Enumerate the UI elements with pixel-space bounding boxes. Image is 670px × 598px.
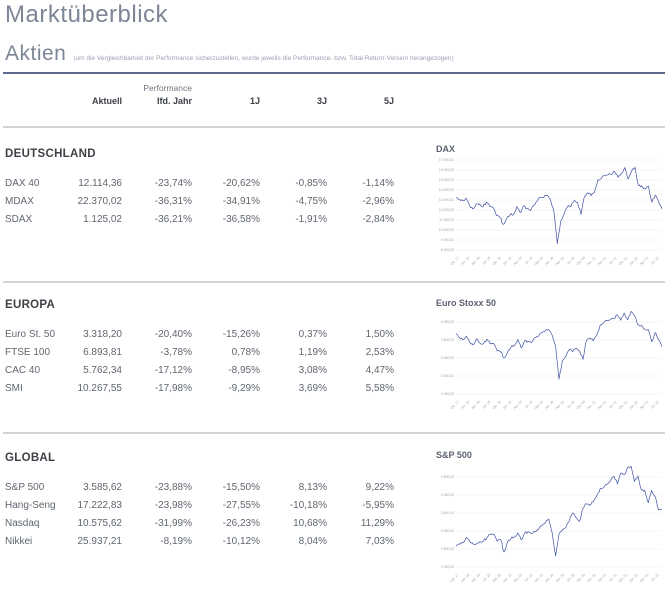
cell-5j: -2,84% [362, 214, 394, 225]
chart-title: S&P 500 [436, 450, 472, 460]
cell-aktuell: 6.893,81 [83, 347, 122, 358]
separator [3, 126, 665, 128]
x-axis-label: Apr. 22 [638, 399, 650, 411]
y-axis-label: 2.000,00 [440, 565, 454, 570]
chart-svg [435, 292, 667, 418]
cell-1j: -8,95% [228, 365, 260, 376]
x-axis-label: Jan. 18 [459, 572, 471, 584]
x-axis-label: Jan. 19 [501, 399, 513, 411]
row-label: Nikkei [5, 536, 33, 547]
row-label: Euro St. 50 [5, 329, 56, 340]
x-axis-label: Okt. 17 [449, 255, 460, 267]
cell-ifd-jahr: -36,31% [154, 196, 192, 207]
cell-aktuell: 10.575,62 [77, 518, 122, 529]
row-label: DAX 40 [5, 178, 40, 189]
y-axis-label: 2.500,00 [440, 374, 454, 379]
section-header: EUROPA [5, 299, 56, 311]
column-header-5j: 5J [383, 96, 394, 106]
row-label: FTSE 100 [5, 347, 51, 358]
x-axis-label: Apr. 20 [554, 572, 565, 584]
y-axis-label: 13.000,00 [438, 198, 454, 203]
cell-1j: -26,23% [222, 518, 260, 529]
x-axis-label: Jan. 21 [586, 399, 597, 411]
row-label: Nasdaq [5, 518, 40, 529]
x-axis-label: Apr. 21 [596, 399, 608, 411]
x-axis-label: Jul. 22 [650, 572, 660, 583]
y-axis-label: 4.000,00 [440, 493, 454, 498]
section-rows [5, 326, 394, 398]
x-axis-label: Jul. 22 [650, 255, 660, 266]
cell-aktuell: 17.222,83 [77, 500, 122, 511]
cell-aktuell: 3.318,20 [83, 329, 122, 340]
section-header: GLOBAL [5, 452, 56, 464]
x-axis-label: Jan. 21 [586, 572, 597, 584]
cell-ifd-jahr: -8,19% [160, 536, 192, 547]
cell-1j: -36,58% [222, 214, 260, 225]
cell-1j: -10,12% [222, 536, 260, 547]
x-axis-label: Okt. 18 [491, 255, 502, 267]
cell-3j: 8,04% [298, 536, 327, 547]
cell-1j: -20,62% [222, 178, 260, 189]
cell-3j: 1,19% [298, 347, 327, 358]
column-header-1j: 1J [249, 96, 260, 106]
x-axis-label: Apr. 22 [638, 572, 650, 584]
column-header-3j: 3J [316, 96, 327, 106]
chart-title: DAX [436, 144, 456, 154]
cell-3j: 0,37% [298, 329, 327, 340]
cell-5j: 9,22% [365, 482, 394, 493]
cell-3j: -0,85% [295, 178, 327, 189]
x-axis-label: Jan. 20 [543, 255, 555, 267]
cell-aktuell: 1.125,02 [83, 214, 122, 225]
x-axis-label: Jul. 19 [523, 399, 534, 410]
x-axis-label: Jul. 21 [607, 399, 618, 410]
performance-group-label: Performance [143, 83, 192, 93]
cell-aktuell: 5.762,34 [83, 365, 122, 376]
price-line [456, 167, 662, 243]
cell-aktuell: 10.267,55 [77, 383, 122, 394]
column-header-ifd-jahr: Ifd. Jahr [156, 96, 192, 106]
price-line [456, 466, 662, 556]
row-label: CAC 40 [5, 365, 41, 376]
x-axis-label: Jul. 22 [650, 399, 660, 410]
chart-svg [435, 138, 667, 272]
x-axis-label: Jan. 18 [459, 399, 471, 411]
y-axis-label: 10.000,00 [438, 228, 454, 233]
cell-ifd-jahr: -20,40% [154, 329, 192, 340]
x-axis-label: Jan. 22 [628, 255, 639, 267]
x-axis-label: Jan. 18 [459, 255, 471, 267]
cell-aktuell: 22.370,02 [77, 196, 122, 207]
table-header [5, 82, 394, 109]
x-axis-label: Okt. 21 [617, 255, 629, 267]
x-axis-label: Jul. 21 [607, 255, 618, 266]
chart-dax [435, 138, 667, 272]
x-axis-label: Apr. 20 [554, 255, 565, 267]
cell-3j: 10,68% [293, 518, 327, 529]
cell-ifd-jahr: -23,98% [154, 500, 192, 511]
page-title: Marktüberblick [5, 1, 169, 28]
x-axis-label: Apr. 19 [512, 399, 523, 411]
section-rows [5, 479, 394, 551]
x-axis-label: Okt. 20 [575, 399, 587, 411]
x-axis-label: Apr. 19 [512, 572, 523, 584]
x-axis-label: Apr. 19 [512, 255, 523, 267]
x-axis-label: Jul. 21 [607, 572, 618, 583]
aktien-heading-row [5, 42, 454, 66]
chart-sp-500 [435, 444, 667, 590]
x-axis-label: Okt. 20 [575, 255, 587, 267]
y-axis-label: 15.000,00 [438, 178, 454, 183]
y-axis-label: 2.000,00 [440, 392, 454, 397]
x-axis-label: Jul. 18 [481, 255, 492, 266]
accent-underline [3, 72, 665, 74]
y-axis-label: 8.000,00 [440, 248, 454, 253]
cell-ifd-jahr: -23,74% [154, 178, 192, 189]
y-axis-label: 3.000,00 [440, 356, 454, 361]
separator [3, 432, 665, 434]
cell-aktuell: 25.937,21 [77, 536, 122, 547]
row-label: SMI [5, 383, 23, 394]
cell-aktuell: 3.585,62 [83, 482, 122, 493]
cell-1j: -27,55% [222, 500, 260, 511]
y-axis-label: 11.000,00 [439, 218, 454, 223]
cell-5j: 1,50% [365, 329, 394, 340]
y-axis-label: 4.500,00 [440, 475, 454, 480]
y-axis-label: 14.000,00 [438, 188, 454, 193]
cell-5j: 2,53% [365, 347, 394, 358]
cell-ifd-jahr: -17,98% [154, 383, 192, 394]
cell-1j: 0,78% [231, 347, 260, 358]
x-axis-label: Jul. 19 [523, 572, 534, 583]
x-axis-label: Apr. 21 [596, 255, 608, 267]
row-label: MDAX [5, 196, 34, 207]
aktien-note: (um die Vergleichbarkeit der Performance sicherzustellen, wurde jeweils die Performance- bzw. Total-Return-Version herangezogen) [73, 55, 454, 62]
x-axis-label: Okt. 19 [533, 572, 544, 584]
cell-3j: -10,18% [289, 500, 327, 511]
x-axis-label: Okt. 19 [533, 255, 544, 267]
x-axis-label: Apr. 20 [554, 399, 565, 411]
section-rows [5, 175, 394, 229]
x-axis-label: Apr. 21 [596, 572, 608, 584]
section-deutschland [5, 148, 394, 229]
x-axis-label: Okt. 17 [449, 572, 460, 584]
row-label: Hang-Seng [5, 500, 56, 511]
cell-5j: 7,03% [365, 536, 394, 547]
x-axis-label: Apr. 18 [470, 572, 481, 584]
cell-3j: -4,75% [295, 196, 327, 207]
x-axis-label: Jul. 18 [481, 399, 492, 410]
x-axis-label: Jan. 22 [628, 572, 639, 584]
y-axis-label: 12.000,00 [438, 208, 454, 213]
cell-5j: -2,96% [362, 196, 394, 207]
x-axis-label: Okt. 20 [575, 572, 587, 584]
cell-1j: -15,50% [222, 482, 260, 493]
section-header: DEUTSCHLAND [5, 148, 96, 160]
x-axis-label: Apr. 22 [638, 255, 650, 267]
section-global [5, 452, 394, 551]
row-label: S&P 500 [5, 482, 45, 493]
y-axis-label: 16.000,00 [438, 168, 454, 173]
x-axis-label: Jul. 20 [565, 572, 576, 583]
cell-5j: 4,47% [365, 365, 394, 376]
x-axis-label: Jul. 20 [565, 399, 576, 410]
x-axis-label: Jul. 18 [481, 572, 492, 583]
cell-aktuell: 12.114,36 [78, 178, 122, 189]
x-axis-label: Jan. 19 [501, 572, 513, 584]
cell-ifd-jahr: -23,88% [154, 482, 192, 493]
y-axis-label: 3.000,00 [440, 529, 454, 534]
x-axis-label: Jan. 19 [501, 255, 513, 267]
y-axis-label: 9.000,00 [440, 238, 454, 243]
x-axis-label: Okt. 17 [449, 399, 460, 411]
x-axis-label: Jan. 20 [543, 399, 555, 411]
x-axis-label: Jan. 21 [586, 255, 597, 267]
cell-1j: -34,91% [222, 196, 260, 207]
chart-euro-stoxx-50 [435, 292, 667, 418]
x-axis-label: Okt. 19 [533, 399, 544, 411]
x-axis-label: Apr. 18 [470, 255, 481, 267]
y-axis-label: 2.500,00 [440, 547, 454, 552]
cell-3j: 3,69% [298, 383, 327, 394]
y-axis-label: 3.500,00 [440, 511, 454, 516]
cell-3j: 3,08% [298, 365, 327, 376]
x-axis-label: Okt. 21 [617, 572, 629, 584]
cell-ifd-jahr: -36,21% [154, 214, 192, 225]
price-line [456, 311, 662, 379]
x-axis-label: Jan. 20 [543, 572, 555, 584]
chart-title: Euro Stoxx 50 [436, 298, 497, 308]
cell-5j: -5,95% [362, 500, 394, 511]
x-axis-label: Jan. 22 [628, 399, 639, 411]
x-axis-label: Jul. 20 [565, 255, 576, 266]
cell-3j: -1,91% [295, 214, 327, 225]
column-header-aktuell: Aktuell [91, 96, 122, 106]
x-axis-label: Okt. 18 [491, 572, 502, 584]
cell-1j: -15,26% [222, 329, 260, 340]
x-axis-label: Apr. 18 [470, 399, 481, 411]
separator [3, 281, 665, 283]
y-axis-label: 17.000,00 [438, 158, 454, 163]
cell-5j: 11,29% [360, 518, 394, 529]
chart-svg [435, 444, 667, 590]
x-axis-label: Okt. 18 [491, 399, 502, 411]
cell-5j: 5,58% [365, 383, 394, 394]
cell-ifd-jahr: -17,12% [154, 365, 192, 376]
section-europa [5, 299, 394, 398]
aktien-heading: Aktien [5, 42, 67, 65]
x-axis-label: Jul. 19 [523, 255, 534, 266]
row-label: SDAX [5, 214, 33, 225]
cell-ifd-jahr: -3,78% [160, 347, 192, 358]
x-axis-label: Okt. 21 [617, 399, 629, 411]
y-axis-label: 4.000,00 [440, 320, 454, 325]
cell-3j: 8,13% [298, 482, 327, 493]
y-axis-label: 3.500,00 [440, 338, 454, 343]
cell-5j: -1,14% [362, 178, 394, 189]
cell-ifd-jahr: -31,99% [154, 518, 192, 529]
cell-1j: -9,29% [228, 383, 260, 394]
